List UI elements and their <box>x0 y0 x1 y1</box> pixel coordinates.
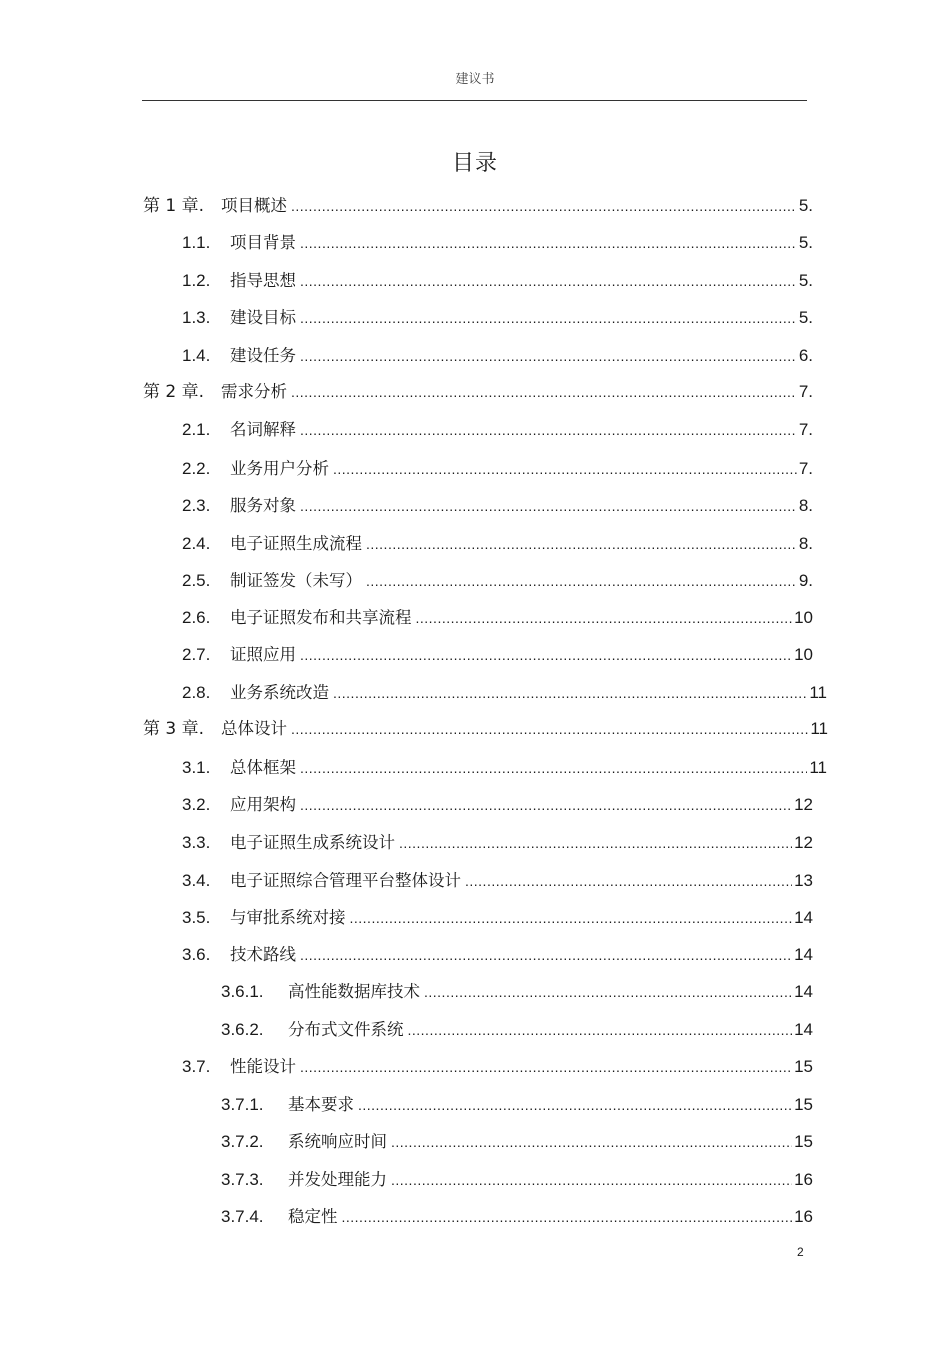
toc-dot-leader <box>408 1017 793 1043</box>
toc-dot-leader <box>300 642 792 668</box>
toc-entry[interactable] <box>182 830 813 856</box>
toc-entry-number: 第 3 章. <box>143 719 205 739</box>
toc-entry-label: 建设任务 <box>230 346 296 365</box>
toc-entry-page: 14 <box>794 908 813 927</box>
toc-entry[interactable] <box>182 942 813 968</box>
toc-dot-leader <box>300 755 807 781</box>
toc-dot-leader <box>366 531 797 557</box>
toc-entry-page: 15 <box>794 1057 813 1076</box>
toc-entry-label: 技术路线 <box>230 945 296 964</box>
toc-entry-page: 14 <box>794 1020 813 1039</box>
toc-entry-page: 16 <box>794 1170 813 1189</box>
toc-entry-number: 2.5. <box>182 571 211 590</box>
toc-entry-label: 制证签发（未写） <box>230 571 362 590</box>
toc-entry-number: 2.4. <box>182 534 211 553</box>
toc-entry-page: 10 <box>794 645 813 664</box>
toc-entry-label: 高性能数据库技术 <box>288 982 420 1001</box>
toc-entry-page: 9. <box>798 571 813 590</box>
toc-dot-leader <box>333 456 797 482</box>
toc-entry-label: 指导思想 <box>230 271 296 290</box>
toc-entry-page: 8. <box>798 534 813 553</box>
toc-entry[interactable] <box>143 716 828 742</box>
toc-entry[interactable] <box>221 1017 813 1043</box>
toc-dot-leader <box>300 417 797 443</box>
toc-dot-leader <box>416 605 793 631</box>
toc-entry[interactable] <box>182 868 813 894</box>
toc-entry-label: 应用架构 <box>230 795 296 814</box>
toc-entry-number: 2.7. <box>182 645 211 664</box>
toc-entry[interactable] <box>182 905 813 931</box>
toc-entry-number: 3.6. <box>182 945 211 964</box>
toc-entry-number: 1.1. <box>182 233 211 252</box>
toc-dot-leader <box>300 305 797 331</box>
toc-entry[interactable] <box>221 1092 813 1118</box>
toc-dot-leader <box>391 1129 792 1155</box>
toc-entry[interactable] <box>221 979 813 1005</box>
toc-entry-number: 3.7.1. <box>221 1095 264 1114</box>
toc-entry-number: 3.6.2. <box>221 1020 264 1039</box>
toc-entry[interactable] <box>182 456 813 482</box>
toc-entry-label: 电子证照生成系统设计 <box>230 833 395 852</box>
toc-entry[interactable] <box>182 268 813 294</box>
toc-entry-label: 总体框架 <box>230 758 296 777</box>
toc-entry[interactable] <box>182 605 813 631</box>
toc-entry-page: 5. <box>798 233 813 252</box>
toc-entry-page: 11 <box>809 758 827 777</box>
toc-entry-page: 11 <box>810 719 828 738</box>
toc-entry-label: 名词解释 <box>230 420 296 439</box>
toc-entry-number: 3.1. <box>182 758 211 777</box>
toc-entry-number: 2.8. <box>182 683 211 702</box>
toc-entry-label: 业务用户分析 <box>230 459 329 478</box>
toc-entry-label: 总体设计 <box>221 719 287 738</box>
toc-entry-label: 建设目标 <box>230 308 296 327</box>
toc-entry[interactable] <box>143 193 813 219</box>
toc-entry-page: 7. <box>798 459 813 478</box>
toc-dot-leader <box>300 343 797 369</box>
toc-entry-page: 13 <box>794 871 813 890</box>
toc-dot-leader <box>300 493 797 519</box>
toc-entry-page: 14 <box>794 945 813 964</box>
toc-dot-leader <box>399 830 792 856</box>
header-title: 建议书 <box>455 72 495 87</box>
toc-entry-page: 11 <box>809 683 827 702</box>
toc-entry[interactable] <box>182 531 813 557</box>
toc-entry-page: 7. <box>798 382 813 401</box>
toc-entry-page: 15 <box>794 1095 813 1114</box>
toc-entry-label: 项目概述 <box>221 196 287 215</box>
toc-entry-page: 10 <box>794 608 813 627</box>
toc-entry-number: 1.4. <box>182 346 211 365</box>
toc-entry-label: 并发处理能力 <box>288 1170 387 1189</box>
toc-entry-page: 6. <box>798 346 813 365</box>
toc-entry-label: 与审批系统对接 <box>230 908 346 927</box>
toc-entry-label: 电子证照发布和共享流程 <box>230 608 412 627</box>
toc-dot-leader <box>333 680 807 706</box>
toc-entry[interactable] <box>221 1204 813 1230</box>
toc-entry-number: 1.2. <box>182 271 211 290</box>
toc-entry-label: 稳定性 <box>288 1207 338 1226</box>
toc-entry-label: 分布式文件系统 <box>288 1020 404 1039</box>
toc-entry-number: 3.4. <box>182 871 211 890</box>
toc-entry-number: 3.7.3. <box>221 1170 264 1189</box>
toc-dot-leader <box>465 868 792 894</box>
toc-dot-leader <box>291 716 808 742</box>
toc-dot-leader <box>291 193 797 219</box>
toc-entry[interactable] <box>182 417 813 443</box>
toc-entry-label: 业务系统改造 <box>230 683 329 702</box>
toc-entry-page: 12 <box>794 833 813 852</box>
toc-entry[interactable] <box>143 379 813 405</box>
toc-entry-label: 系统响应时间 <box>288 1132 387 1151</box>
toc-entry-number: 3.2. <box>182 795 211 814</box>
toc-entry-number: 3.7.2. <box>221 1132 264 1151</box>
toc-dot-leader <box>424 979 792 1005</box>
toc-entry-number: 第 2 章. <box>143 382 205 402</box>
toc-entry-label: 项目背景 <box>230 233 296 252</box>
toc-entry[interactable] <box>182 680 827 706</box>
toc-entry-number: 3.6.1. <box>221 982 264 1001</box>
toc-dot-leader <box>342 1204 793 1230</box>
toc-entry-page: 12 <box>794 795 813 814</box>
toc-dot-leader <box>291 379 797 405</box>
toc-entry[interactable] <box>182 343 813 369</box>
toc-entry-number: 2.3. <box>182 496 211 515</box>
toc-entry-label: 电子证照生成流程 <box>230 534 362 553</box>
toc-entry-number: 2.1. <box>182 420 211 439</box>
toc-entry-page: 15 <box>794 1132 813 1151</box>
toc-dot-leader <box>300 1054 792 1080</box>
toc-entry-number: 3.3. <box>182 833 211 852</box>
toc-entry[interactable] <box>182 493 813 519</box>
toc-entry-label: 证照应用 <box>230 645 296 664</box>
toc-entry-label: 电子证照综合管理平台整体设计 <box>230 871 461 890</box>
toc-entry-number: 1.3. <box>182 308 211 327</box>
toc-entry[interactable] <box>182 1054 813 1080</box>
toc-entry-label: 服务对象 <box>230 496 296 515</box>
toc-entry-page: 8. <box>798 496 813 515</box>
toc-entry-page: 7. <box>798 420 813 439</box>
toc-entry-number: 3.7.4. <box>221 1207 264 1226</box>
toc-entry-label: 基本要求 <box>288 1095 354 1114</box>
toc-entry[interactable] <box>182 792 813 818</box>
toc-dot-leader <box>366 568 797 594</box>
toc-entry-label: 需求分析 <box>221 382 287 401</box>
toc-dot-leader <box>300 230 797 256</box>
toc-entry-page: 5. <box>798 271 813 290</box>
toc-dot-leader <box>300 942 792 968</box>
toc-dot-leader <box>300 268 797 294</box>
toc-entry-number: 3.7. <box>182 1057 211 1076</box>
toc-entry-number: 3.5. <box>182 908 211 927</box>
toc-entry[interactable] <box>182 642 813 668</box>
toc-entry[interactable] <box>182 568 813 594</box>
toc-entry-page: 14 <box>794 982 813 1001</box>
toc-dot-leader <box>350 905 793 931</box>
toc-entry-number: 2.6. <box>182 608 211 627</box>
toc-dot-leader <box>358 1092 792 1118</box>
toc-entry-number: 第 1 章. <box>143 196 205 216</box>
toc-entry-page: 16 <box>794 1207 813 1226</box>
toc-entry-number: 2.2. <box>182 459 211 478</box>
toc-entry[interactable] <box>221 1167 813 1193</box>
toc-entry[interactable] <box>182 305 813 331</box>
toc-entry[interactable] <box>221 1129 813 1155</box>
toc-entry-page: 5. <box>798 196 813 215</box>
page-number: 2 <box>797 1245 804 1259</box>
toc-entry[interactable] <box>182 755 827 781</box>
toc-dot-leader <box>300 792 792 818</box>
toc-entry-page: 5. <box>798 308 813 327</box>
toc-dot-leader <box>391 1167 792 1193</box>
toc-title: 目录 <box>451 151 498 176</box>
toc-entry[interactable] <box>182 230 813 256</box>
toc-entry-label: 性能设计 <box>230 1057 296 1076</box>
